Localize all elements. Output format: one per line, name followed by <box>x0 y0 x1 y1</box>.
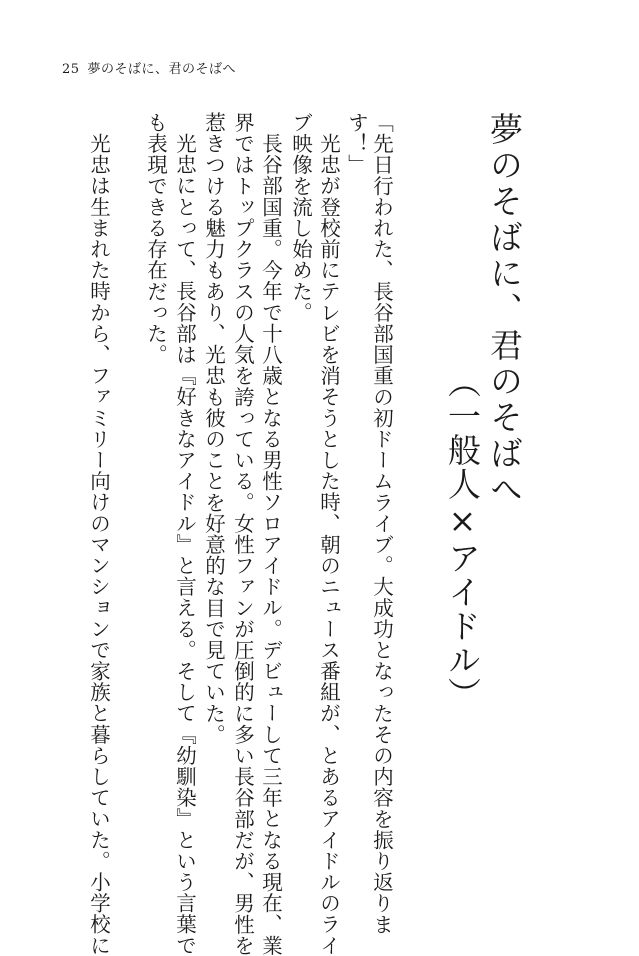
text-line: 長谷部国重。今年で十八歳となる男性ソロアイドル。デビューして三年となる現在、業 <box>258 133 283 956</box>
text-line: 惹きつける魅力もあり、光忠も彼のことを好意的な目で見ていた。 <box>201 112 226 745</box>
running-header <box>62 58 236 77</box>
text-line: 光忠にとって、長谷部は『好きなアイドル』と言える。そして『幼馴染』という言葉で <box>172 133 197 956</box>
text-line: 「先日行われた、長谷部国重の初ドームライブ。大成功となったその内容を振り返りま <box>369 112 394 935</box>
text-line: 光忠が登校前にテレビを消そうとした時、朝のニュース番組が、とあるアイドルのライ <box>316 133 341 956</box>
running-title: 夢のそばに、君のそばへ <box>87 62 237 77</box>
text-line: 光忠は生まれた時から、ファミリー向けのマンションで家族と暮らしていた。小学校に <box>86 133 111 956</box>
text-line: も表現できる存在だった。 <box>143 112 168 366</box>
chapter-subtitle: （一般人×アイドル） <box>443 365 482 711</box>
page-number: 25 <box>62 62 80 77</box>
chapter-title: 夢のそばに、君のそばへ <box>485 112 524 508</box>
text-line: 界ではトップクラスの人気を誇っている。女性ファンが圧倒的に多い長谷部だが、男性を <box>230 112 255 956</box>
text-line: ブ映像を流し始めた。 <box>288 112 313 323</box>
text-line: す！」 <box>344 112 369 176</box>
